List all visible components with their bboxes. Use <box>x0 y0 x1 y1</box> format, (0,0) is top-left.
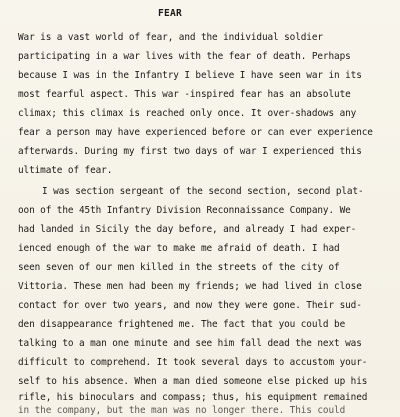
paragraph-2-line-13: in the company, but the man was no longer there. This could <box>18 405 346 416</box>
paragraph-1-line-1: War is a vast world of fear, and the individual soldier <box>18 32 323 43</box>
paragraph-2-line-6: Vittoria. These men had been my friends; we had lived in close <box>18 281 362 292</box>
paragraph-2-line-1: I was section sergeant of the second section, second plat- <box>42 186 364 197</box>
paragraph-1-line-6: fear a person may have experienced before or can ever experience <box>18 127 373 138</box>
paragraph-2-line-7: contact for over two years, and now they were gone. Their sud- <box>18 300 362 311</box>
paragraph-1-line-8: ultimate of fear. <box>18 165 113 176</box>
paragraph-1-line-4: most fearful aspect. This war -inspired fear has an absolute <box>18 89 351 100</box>
paragraph-1-line-2: participating in a war lives with the fear of death. Perhaps <box>18 51 351 62</box>
paragraph-2-line-10: difficult to comprehend. It took several days to accustom your- <box>18 357 368 368</box>
paragraph-2-line-9: talking to a man one minute and see him fall dead the next was <box>18 338 362 349</box>
paragraph-2-line-3: had landed in Sicily the day before, and already I had exper- <box>18 224 357 235</box>
paragraph-2-line-4: ienced enough of the war to make me afraid of death. I had <box>18 243 340 254</box>
document-title: FEAR <box>158 8 182 19</box>
paragraph-2-line-11: self to his absence. When a man died someone else picked up his <box>18 376 368 387</box>
paragraph-2-line-5: seen seven of our men killed in the streets of the city of <box>18 262 340 273</box>
paragraph-2-line-2: oon of the 45th Infantry Division Reconnaissance Company. We <box>18 205 351 216</box>
paragraph-2-line-12: rifle, his binoculars and compass; thus, his equipment remained <box>18 392 368 403</box>
paragraph-1-line-7: afterwards. During my first two days of war I experienced this <box>18 146 362 157</box>
paragraph-2-line-8: den disappearance frightened me. The fact that you could be <box>18 319 346 330</box>
paragraph-1-line-3: because I was in the Infantry I believe I have seen war in its <box>18 70 362 81</box>
paragraph-1-line-5: climax; this climax is reached only once. It over-shadows any <box>18 108 357 119</box>
